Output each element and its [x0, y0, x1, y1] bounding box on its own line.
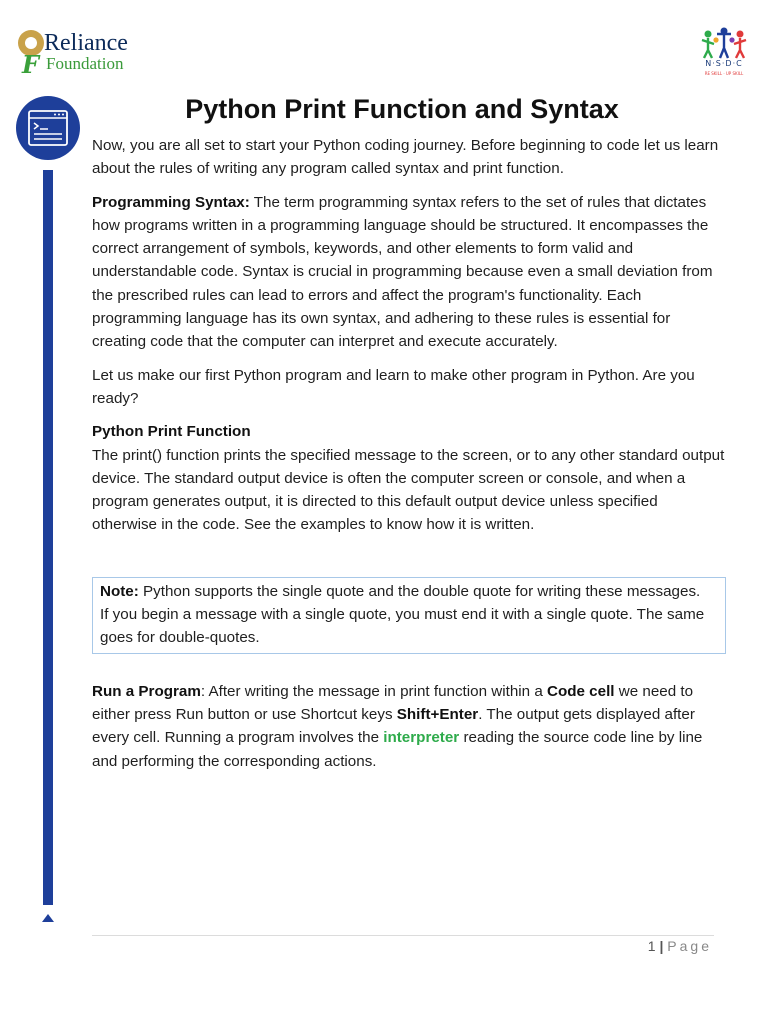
page-number: 1	[647, 938, 656, 954]
run-text-2: we need to either press Run button or use Shortcut keys	[92, 682, 694, 723]
code-window-badge	[16, 96, 80, 160]
document-body	[92, 134, 726, 783]
logo-name: Reliance	[44, 30, 128, 56]
reliance-foundation-logo	[18, 28, 148, 79]
timeline-arrow-icon	[42, 914, 54, 922]
first-program-paragraph: Let us make our first Python program and learn to make other program in Python. Are you ready?	[92, 366, 695, 407]
nsdc-figures-icon	[694, 26, 754, 60]
side-timeline-bar	[43, 170, 53, 905]
intro-paragraph: Now, you are all set to start your Python coding journey. Before beginning to code let us learn about the rules of writing any program called syntax and print function.	[92, 137, 719, 178]
run-text-1: : After writing the message in print function within a	[200, 682, 547, 700]
footer-divider	[92, 935, 714, 936]
page-word: Page	[667, 938, 712, 954]
print-function-heading: Python Print Function	[92, 423, 251, 441]
run-text-4: reading the source code line by line and performing the corresponding actions.	[92, 729, 703, 770]
run-paragraph	[92, 680, 726, 773]
note-box	[92, 577, 726, 654]
code-cell-term: Code cell	[546, 682, 615, 700]
syntax-paragraph	[92, 191, 726, 354]
syntax-label: Programming Syntax:	[92, 193, 250, 211]
page-title: Python Print Function and Syntax	[185, 94, 619, 124]
run-text-3: . The output gets displayed after every cell. Running a program involves the	[92, 705, 695, 747]
logo-sub: Foundation	[46, 54, 124, 73]
note-line2: If you begin a message with a single quote, you must end it with a single quote. The same goes for double-quotes.	[100, 606, 705, 647]
note-line1: Python supports the single quote and the double quote for writing these messages.	[138, 582, 701, 600]
nsdc-tagline: RE SKILL · UP SKILL	[704, 71, 744, 76]
print-function-text: The print() function prints the specified message to the screen, or to any other standard output device. The standard output device is often the computer screen or console, and when a program generates output, it is directed to this default output device unless specified otherwise in the code. See the examples to know how it is written.	[92, 446, 725, 534]
footer-separator: |	[659, 938, 664, 954]
nsdc-logo	[694, 26, 754, 82]
foundation-f-icon: F	[22, 50, 40, 79]
shortcut-keys: Shift+Enter	[396, 705, 479, 723]
nsdc-name: N·S·D·C	[705, 59, 743, 68]
run-label: Run a Program	[92, 682, 201, 700]
print-function-section	[92, 420, 726, 536]
interpreter-term: interpreter	[383, 729, 460, 747]
note-label: Note:	[100, 582, 139, 600]
syntax-text: The term programming syntax refers to the set of rules that dictates how programs written in a programming language should be structured. It encompasses the correct arrangement of symbols, keywords, and other elements to form valid and understandable code. Syntax is crucial in programming because even a small deviation from the prescribed rules can lead to errors and affect the program's functionality. Each programming language has its own syntax, and adhering to these rules is essential for creating code that the computer can interpret and execute accurately.	[92, 193, 713, 351]
code-window-icon	[28, 110, 68, 146]
page-footer	[648, 938, 712, 954]
